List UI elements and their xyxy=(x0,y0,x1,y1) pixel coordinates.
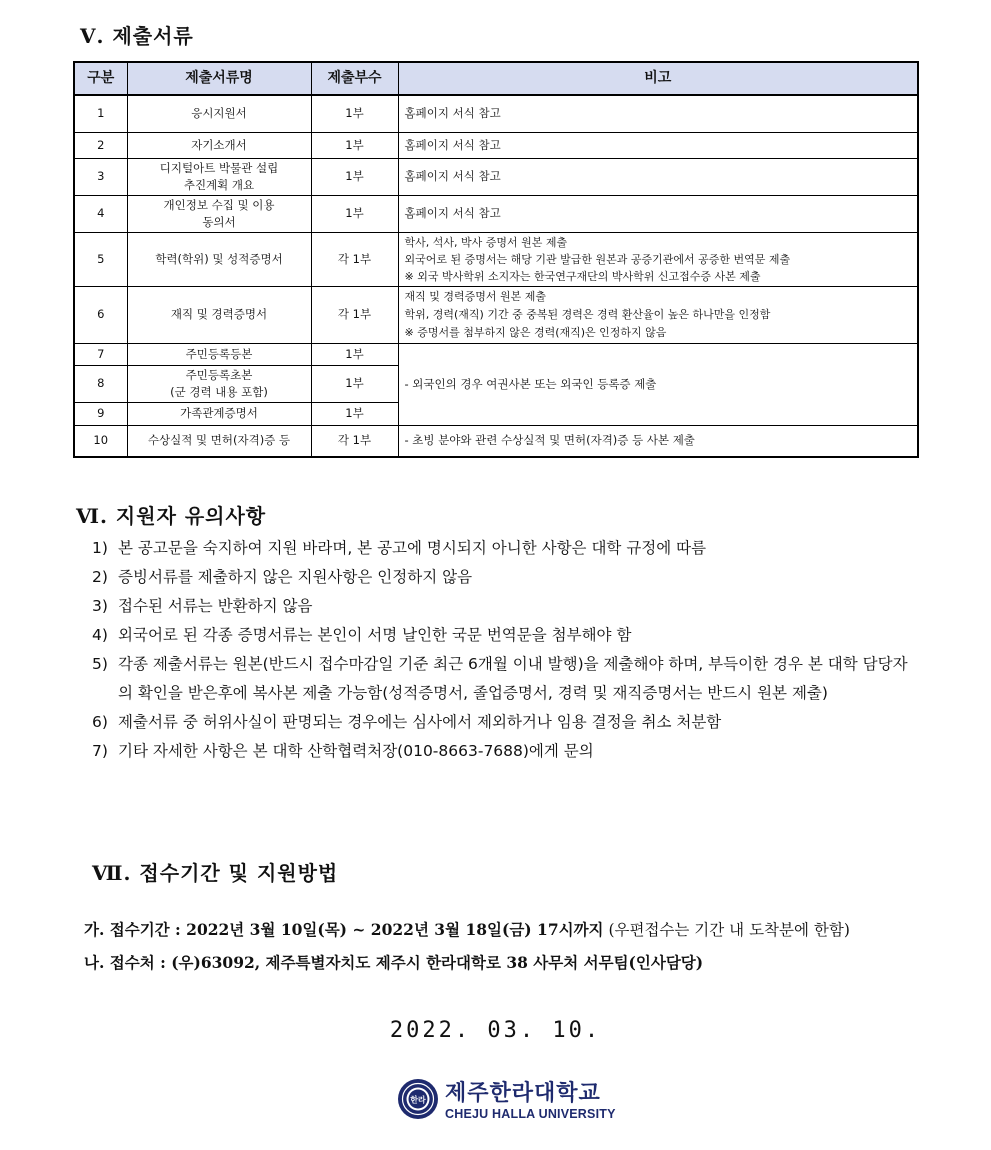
row-count: 1부 xyxy=(311,95,398,132)
item-text: 외국어로 된 각종 증명서류는 본인이 서명 날인한 국문 번역문을 첨부해야 함 xyxy=(118,626,632,644)
row-no: 4 xyxy=(74,195,127,232)
notice-list xyxy=(92,534,918,766)
note-line: 학위, 경력(재직) 기간 중 중복된 경력은 경력 환산율이 높은 하나만을 인정함 xyxy=(404,307,771,321)
row-count: 1부 xyxy=(311,402,398,425)
merged-note-foreigner: - 외국인의 경우 여권사본 또는 외국인 등록증 제출 xyxy=(398,343,918,425)
period-label: 가. 접수기간 : 2022년 3월 10일(목) ~ 2022년 3월 18일(금) 17시까지 xyxy=(84,920,604,939)
row-name: 주민등록등본 xyxy=(127,343,311,365)
row-count: 1부 xyxy=(311,158,398,195)
item-text: 접수된 서류는 반환하지 않음 xyxy=(118,597,313,615)
list-item xyxy=(92,621,918,650)
row-no: 6 xyxy=(74,286,127,343)
logo-name-english: CHEJU HALLA UNIVERSITY xyxy=(445,1107,616,1121)
row-count: 1부 xyxy=(311,195,398,232)
period-note: (우편접수는 기간 내 도착분에 한함) xyxy=(603,921,850,939)
receipt-period xyxy=(84,918,850,940)
row-note: 홈페이지 서식 참고 xyxy=(398,158,918,195)
item-text: 제출서류 중 허위사실이 판명되는 경우에는 심사에서 제외하거나 임용 결정을 취소 처분함 xyxy=(118,713,722,731)
list-item xyxy=(92,708,918,737)
table-row xyxy=(74,158,918,195)
list-item xyxy=(92,650,918,708)
documents-table xyxy=(73,61,919,458)
header-note: 비고 xyxy=(398,62,918,95)
list-item xyxy=(92,592,918,621)
row-note: - 초빙 분야와 관련 수상실적 및 면허(자격)증 등 사본 제출 xyxy=(398,425,918,457)
table-row xyxy=(74,232,918,286)
document-date: 2022. 03. 10. xyxy=(389,1018,602,1043)
section-5-title: Ⅴ. 제출서류 xyxy=(80,24,194,48)
row-no: 1 xyxy=(74,95,127,132)
row-count: 각 1부 xyxy=(311,286,398,343)
item-text: 증빙서류를 제출하지 않은 지원사항은 인정하지 않음 xyxy=(118,568,473,586)
list-item xyxy=(92,534,918,563)
seal-text: 한라 xyxy=(410,1095,426,1104)
table-row xyxy=(74,343,918,365)
item-number: 3) xyxy=(92,597,108,615)
row-name: 디지털아트 박물관 설립 추진계획 개요 xyxy=(127,158,311,195)
row-no: 5 xyxy=(74,232,127,286)
row-name: 재직 및 경력증명서 xyxy=(127,286,311,343)
row-count: 1부 xyxy=(311,365,398,402)
row-count: 1부 xyxy=(311,132,398,158)
row-name: 학력(학위) 및 성적증명서 xyxy=(127,232,311,286)
item-text: 본 공고문을 숙지하여 지원 바라며, 본 공고에 명시되지 아니한 사항은 대학 규정에 따름 xyxy=(118,539,707,557)
row-count: 각 1부 xyxy=(311,232,398,286)
row-no: 2 xyxy=(74,132,127,158)
row-name: 자기소개서 xyxy=(127,132,311,158)
header-count: 제출부수 xyxy=(311,62,398,95)
row-note: 홈페이지 서식 참고 xyxy=(398,195,918,232)
table-row xyxy=(74,195,918,232)
note-line: ※ 외국 박사학위 소지자는 한국연구재단의 박사학위 신고접수증 사본 제출 xyxy=(404,269,761,283)
university-logo xyxy=(397,1076,616,1121)
item-number: 4) xyxy=(92,626,108,644)
list-item xyxy=(92,737,918,766)
row-name: 응시지원서 xyxy=(127,95,311,132)
table-row xyxy=(74,95,918,132)
receipt-place: 나. 접수처 : (우)63092, 제주특별자치도 제주시 한라대학로 38 사무처 서무팀(인사담당) xyxy=(84,953,704,972)
row-name: 수상실적 및 면허(자격)증 등 xyxy=(127,425,311,457)
table-row xyxy=(74,286,918,343)
item-number: 1) xyxy=(92,539,108,557)
item-number: 5) xyxy=(92,655,108,673)
note-line: 외국어로 된 증명서는 해당 기관 발급한 원본과 공증기관에서 공증한 번역문 제출 xyxy=(404,252,791,266)
row-no: 9 xyxy=(74,402,127,425)
row-no: 3 xyxy=(74,158,127,195)
row-name: 개인정보 수집 및 이용 동의서 xyxy=(127,195,311,232)
section-7-title: Ⅶ. 접수기간 및 지원방법 xyxy=(92,861,339,885)
row-count: 1부 xyxy=(311,343,398,365)
row-no: 7 xyxy=(74,343,127,365)
item-text: 기타 자세한 사항은 본 대학 산학협력처장(010-8663-7688)에게 문의 xyxy=(118,742,594,760)
note-line: ※ 증명서를 첨부하지 않은 경력(재직)은 인정하지 않음 xyxy=(404,325,667,339)
row-no: 10 xyxy=(74,425,127,457)
note-line: 학사, 석사, 박사 증명서 원본 제출 xyxy=(404,235,568,249)
item-number: 2) xyxy=(92,568,108,586)
table-row xyxy=(74,132,918,158)
note-line: 재직 및 경력증명서 원본 제출 xyxy=(404,289,546,303)
row-note: 홈페이지 서식 참고 xyxy=(398,132,918,158)
item-number: 7) xyxy=(92,742,108,760)
row-name: 가족관계증명서 xyxy=(127,402,311,425)
logo-name-korean: 제주한라대학교 xyxy=(445,1081,601,1106)
row-note xyxy=(398,286,918,343)
row-count: 각 1부 xyxy=(311,425,398,457)
row-note xyxy=(398,232,918,286)
row-no: 8 xyxy=(74,365,127,402)
item-number: 6) xyxy=(92,713,108,731)
section-6-title: Ⅵ. 지원자 유의사항 xyxy=(76,504,267,528)
header-name: 제출서류명 xyxy=(127,62,311,95)
list-item xyxy=(92,563,918,592)
header-no: 구분 xyxy=(74,62,127,95)
row-note: 홈페이지 서식 참고 xyxy=(398,95,918,132)
item-text: 각종 제출서류는 원본(반드시 접수마감일 기준 최근 6개월 이내 발행)을 제출해야 하며, 부득이한 경우 본 대학 담당자의 확인을 받은후에 복사본 제출 가능함(성적증명서, 졸업증명서, 경력 및 재직증명서는 반드시 원본 제출) xyxy=(118,655,908,702)
seal-icon xyxy=(397,1078,439,1120)
row-name: 주민등록초본 (군 경력 내용 포함) xyxy=(127,365,311,402)
table-row xyxy=(74,425,918,457)
